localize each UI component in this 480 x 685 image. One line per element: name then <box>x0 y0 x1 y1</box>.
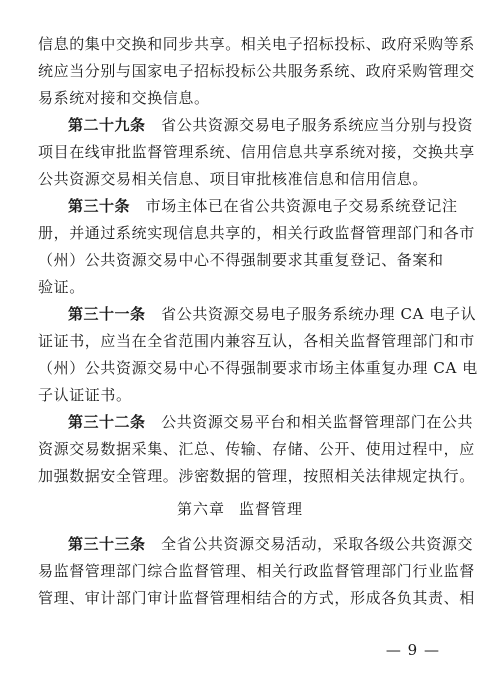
page-number: — 9 — <box>385 641 440 659</box>
article-31-line-4: 子认证证书。 <box>38 386 132 404</box>
article-31-number: 第三十一条 <box>68 305 146 323</box>
article-30-line-4: 验证。 <box>38 278 85 296</box>
article-32-number: 第三十二条 <box>68 413 146 431</box>
article-30-number: 第三十条 <box>68 197 131 215</box>
article-31-line-3: （州）公共资源交易中心不得强制要求市场主体重复办理 CA 电 <box>38 359 478 377</box>
article-32-first-line <box>68 412 474 432</box>
article-32-line-3: 加强数据安全管理。涉密数据的管理，按照相关法律规定执行。 <box>38 467 475 485</box>
article-31-text: 省公共资源交易电子服务系统办理 CA 电子认 <box>161 305 477 323</box>
article-30-line-3: （州）公共资源交易中心不得强制要求其重复登记、备案和 <box>38 251 444 269</box>
article-32-line-2: 资源交易数据采集、汇总、传输、存储、公开、使用过程中，应 <box>38 440 475 458</box>
intro-line-3: 易系统对接和交换信息。 <box>38 89 210 107</box>
chapter-heading <box>0 499 480 519</box>
article-32-text: 公共资源交易平台和相关监督管理部门在公共 <box>161 413 474 431</box>
article-31-line-2: 证证书，应当在全省范围内兼容互认，各相关监督管理部门和市 <box>38 332 475 350</box>
article-29-line-3: 公共资源交易相关信息、项目审批核准信息和信用信息。 <box>38 170 429 188</box>
intro-line-2: 统应当分别与国家电子招标投标公共服务系统、政府采购管理交 <box>38 62 475 80</box>
article-33-line-2: 易监督管理部门综合监督管理、相关行政监督管理部门行业监督 <box>38 562 475 580</box>
article-33-line-3: 管理、审计部门审计监督管理相结合的方式，形成各负其责、相 <box>38 589 475 607</box>
article-33-text: 全省公共资源交易活动，采取各级公共资源交 <box>161 535 474 553</box>
chapter-number: 第六章 <box>176 500 225 518</box>
article-30-text: 市场主体已在省公共资源电子交易系统登记注 <box>145 197 458 215</box>
intro-line-1: 信息的集中交换和同步共享。相关电子招标投标、政府采购等系 <box>38 35 475 53</box>
chapter-title: 监督管理 <box>239 500 304 518</box>
article-29-line-2: 项目在线审批监督管理系统、信用信息共享系统对接，交换共享 <box>38 143 475 161</box>
article-31-first-line <box>68 304 477 324</box>
article-30-first-line <box>68 196 458 216</box>
article-29-first-line <box>68 115 474 135</box>
article-29-number: 第二十九条 <box>68 116 146 134</box>
article-29-text: 省公共资源交易电子服务系统应当分别与投资 <box>161 116 474 134</box>
article-33-number: 第三十三条 <box>68 535 146 553</box>
article-30-line-2: 册，并通过系统实现信息共享的，相关行政监督管理部门和各市 <box>38 224 475 242</box>
article-33-first-line <box>68 534 474 554</box>
